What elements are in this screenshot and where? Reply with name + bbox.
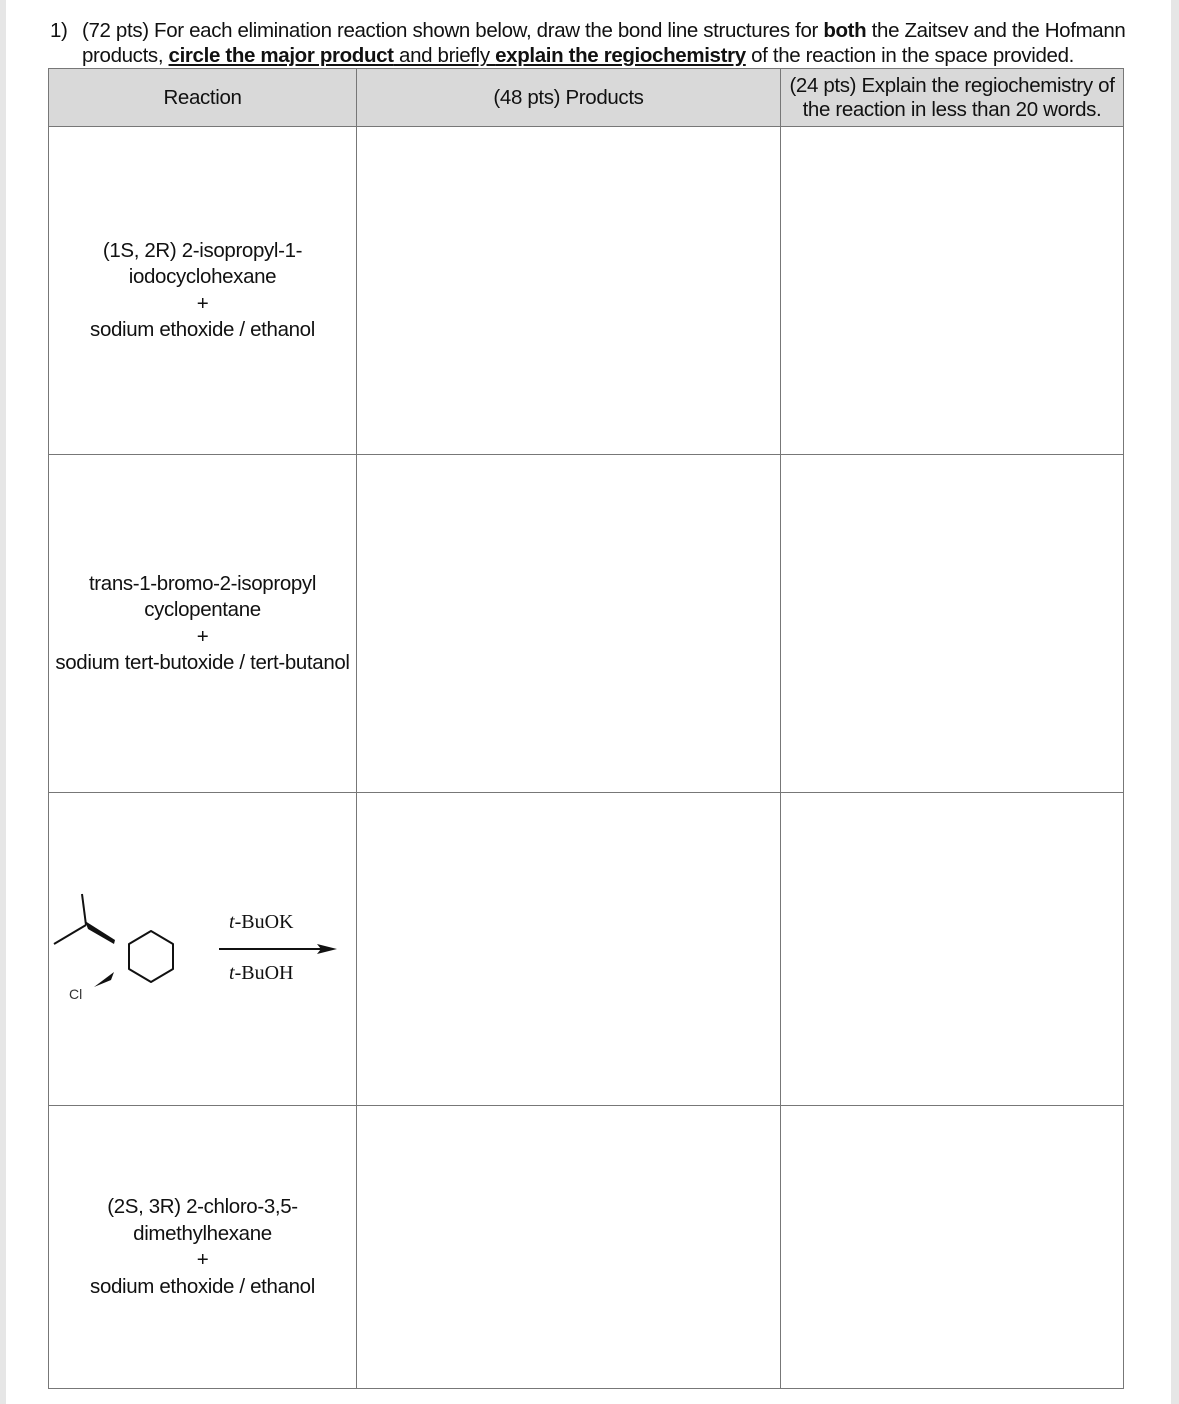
chlorine-label: Cl (69, 986, 83, 1002)
header-explain (781, 69, 1124, 127)
reactant-name-line1: trans-1-bromo-2-isopropyl (88, 571, 317, 595)
question-part-7: of the reaction in the space provided. (745, 44, 1074, 67)
table-row (49, 127, 1124, 455)
question-bold-circle: circle the major product (168, 44, 394, 67)
question-bold-explain: explain the regiochemistry (495, 44, 746, 67)
reaction-cell (49, 455, 357, 793)
table-header-row (49, 69, 1124, 127)
table-row (49, 1106, 1124, 1389)
question-body (82, 18, 1152, 68)
products-answer-cell[interactable] (357, 1106, 781, 1389)
question-part-5: and briefly (393, 44, 496, 67)
question-bold-both: both (823, 19, 867, 42)
isopropyl-methyl-bond (82, 894, 86, 925)
plus-sign: + (196, 1248, 209, 1271)
reactant-name-line1: (1S, 2R) 2-isopropyl-1- (102, 238, 303, 262)
reagent-below-arrow (229, 962, 293, 985)
reagent-text: sodium ethoxide / ethanol (90, 1274, 315, 1298)
reagent-text: sodium ethoxide / ethanol (90, 318, 315, 341)
header-products-label: (48 pts) Products (493, 85, 644, 109)
reagent-top-suffix: -BuOK (234, 911, 294, 933)
explanation-answer-cell[interactable] (781, 1106, 1124, 1389)
table-row (49, 455, 1124, 793)
reactant-name-line1: (2S, 3R) 2-chloro-3,5- (107, 1195, 298, 1218)
reagent-top-prefix: t (229, 911, 235, 933)
plus-sign: + (196, 291, 209, 315)
question-part-1: (72 pts) For each elimination reaction shown below, draw the bond line structures for (82, 19, 824, 42)
reaction-cell (49, 1106, 357, 1389)
worksheet-page (6, 0, 1171, 1404)
header-products (357, 69, 781, 127)
reaction-cell (49, 127, 357, 455)
reaction-table (48, 68, 1124, 1389)
explanation-answer-cell[interactable] (781, 455, 1124, 793)
reaction-scheme (49, 793, 356, 1106)
reagent-bottom-suffix: -BuOH (234, 962, 294, 984)
products-answer-cell[interactable] (357, 127, 781, 455)
reagent-above-arrow (229, 911, 293, 934)
question-part-3: the Zaitsev and the Hofmann products, (82, 19, 1126, 67)
question-number: 1) (50, 19, 68, 42)
cyclohexane-ring (129, 931, 173, 982)
header-explain-line2: the reaction in less than 20 words. (802, 97, 1102, 121)
header-reaction-label: Reaction (163, 85, 242, 109)
reagent-bottom-prefix: t (229, 962, 235, 984)
table-row (49, 793, 1124, 1106)
wedge-bond-isopropyl (85, 921, 115, 944)
plus-sign: + (196, 624, 209, 648)
reaction-cell (49, 793, 357, 1106)
reactant-name-line2: cyclopentane (144, 598, 261, 621)
explanation-answer-cell[interactable] (781, 793, 1124, 1106)
reactant-name-line2: dimethylhexane (133, 1221, 272, 1245)
explanation-answer-cell[interactable] (781, 127, 1124, 455)
header-reaction (49, 69, 357, 127)
isopropyl-methyl-bond (54, 925, 86, 944)
wedge-bond-chlorine (94, 972, 114, 987)
reactant-name-line2: iodocyclohexane (128, 265, 277, 288)
header-explain-line1: (24 pts) Explain the regiochemistry of (789, 73, 1115, 97)
products-answer-cell[interactable] (357, 455, 781, 793)
reagent-text: sodium tert-butoxide / tert-butanol (55, 651, 350, 674)
products-answer-cell[interactable] (357, 793, 781, 1106)
